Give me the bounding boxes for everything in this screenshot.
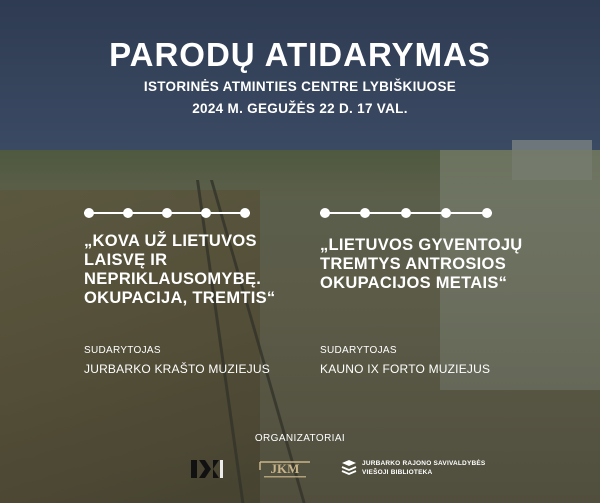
exhibit-title-line: „KOVA UŽ LIETUVOS <box>84 232 257 250</box>
exhibit-title-left <box>84 232 284 308</box>
timeline-dot <box>201 208 211 218</box>
timeline-divider-left <box>84 206 250 220</box>
compiled-by-label-right: SUDARYTOJAS <box>320 345 397 356</box>
compiled-by-label-left: SUDARYTOJAS <box>84 345 161 356</box>
exhibit-title-line: OKUPACIJOS METAIS“ <box>320 274 508 292</box>
event-venue: ISTORINĖS ATMINTIES CENTRE LYBIŠKIUOSE <box>143 79 457 94</box>
timeline-dot <box>441 208 451 218</box>
timeline-dot <box>84 208 94 218</box>
library-name <box>362 459 485 477</box>
svg-text:JKM: JKM <box>270 461 300 476</box>
exhibit-title-line: TREMTYS ANTROSIOS <box>320 255 506 273</box>
compiled-by-name-right: KAUNO IX FORTO MUZIEJUS <box>320 362 491 376</box>
jkm-museum-logo-icon <box>256 458 314 480</box>
timeline-dot <box>360 208 370 218</box>
organizers-label: ORGANIZATORIAI <box>254 433 346 444</box>
photo-shade <box>0 150 600 503</box>
exhibit-title-line: OKUPACIJA, TREMTIS“ <box>84 289 276 307</box>
exhibit-title-line: LAISVĘ IR <box>84 251 168 269</box>
compiled-by-name-left: JURBARKO KRAŠTO MUZIEJUS <box>84 362 270 376</box>
library-name-line: VIEŠOJI BIBLIOTEKA <box>362 469 433 476</box>
timeline-dot <box>482 208 492 218</box>
event-datetime: 2024 M. GEGUŽĖS 22 D. 17 VAL. <box>192 101 408 116</box>
timeline-dot <box>123 208 133 218</box>
timeline-dot <box>320 208 330 218</box>
header-background <box>0 0 600 150</box>
exhibit-title-line: „LIETUVOS GYVENTOJŲ <box>320 236 523 254</box>
exhibit-title-right <box>320 236 540 293</box>
timeline-dot <box>240 208 250 218</box>
library-books-icon <box>340 458 358 478</box>
library-logo <box>340 458 486 486</box>
ix-fort-logo-icon <box>191 458 225 480</box>
timeline-dot <box>162 208 172 218</box>
event-title: PARODŲ ATIDARYMAS <box>109 36 491 73</box>
timeline-divider-right <box>320 206 492 220</box>
timeline-dot <box>401 208 411 218</box>
exhibit-title-line: NEPRIKLAUSOMYBĘ. <box>84 270 262 288</box>
library-name-line: JURBARKO RAJONO SAVIVALDYBĖS <box>362 460 486 467</box>
